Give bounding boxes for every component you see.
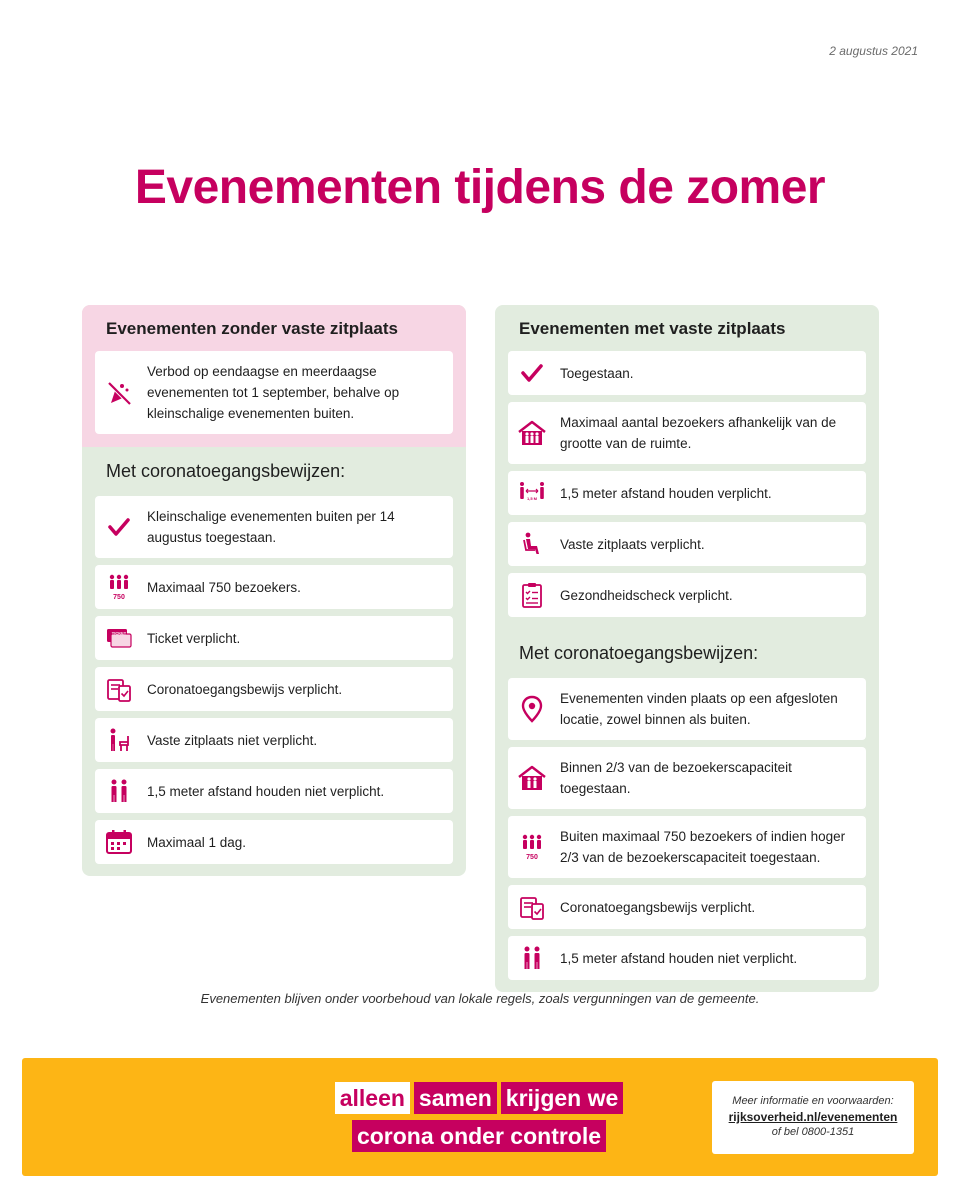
slogan-word: corona onder controle — [352, 1120, 606, 1152]
location-pin-icon — [518, 695, 546, 723]
rule-text: Coronatoegangsbewijs verplicht. — [560, 899, 756, 915]
crowd-count-label: 750 — [526, 854, 538, 861]
rule-text: Binnen 2/3 van de bezoekerscapaciteit toegestaan. — [560, 760, 792, 796]
rule-text: 1,5 meter afstand houden niet verplicht. — [560, 950, 798, 966]
date-label: 2 augustus 2021 — [829, 44, 918, 58]
rule-text: Coronatoegangsbewijs verplicht. — [147, 681, 343, 697]
section-subheading: Met coronatoegangsbewijzen: — [106, 461, 346, 481]
rule-card — [95, 820, 453, 864]
ban-section — [82, 305, 466, 447]
rule-card — [95, 616, 453, 660]
rule-text: Vaste zitplaats niet verplicht. — [147, 732, 318, 748]
rule-card — [95, 565, 453, 609]
rule-card — [508, 522, 866, 566]
access-pass-section — [82, 447, 466, 876]
info-box — [712, 1081, 914, 1154]
ticket-icon — [105, 624, 133, 652]
panel-without-fixed-seating — [82, 305, 466, 876]
rule-card — [508, 885, 866, 929]
rule-text: Buiten maximaal 750 bezoekers of indien hoger 2/3 van de bezoekerscapaciteit toegestaan. — [560, 829, 846, 865]
info-link[interactable]: rijksoverheid.nl/evenementen — [728, 1110, 898, 1124]
rule-card — [508, 471, 866, 515]
rule-text: Vaste zitplaats verplicht. — [560, 536, 705, 552]
rule-text: Maximaal 1 dag. — [147, 834, 247, 850]
rule-card — [508, 678, 866, 740]
rule-text: Kleinschalige evenementen buiten per 14 augustus toegestaan. — [147, 509, 395, 545]
distance-icon — [518, 479, 546, 507]
rule-text: 1,5 meter afstand houden niet verplicht. — [147, 783, 385, 799]
standing-person-icon — [105, 726, 133, 754]
rule-text: Gezondheidscheck verplicht. — [560, 587, 733, 603]
page-title: Evenementen tijdens de zomer — [134, 161, 826, 214]
checkmark-icon — [105, 513, 133, 541]
slogan-word: krijgen we — [501, 1082, 623, 1114]
rule-card — [508, 816, 866, 878]
rule-card — [95, 667, 453, 711]
rule-card — [508, 936, 866, 980]
ban-text: Verbod op eendaagse en meerdaagse evenementen tot 1 september, behalve op kleinschalige evenementen buiten. — [147, 364, 400, 421]
access-pass-icon — [518, 893, 546, 921]
crowd-count-label: 750 — [113, 594, 125, 601]
info-phone: of bel 0800-1351 — [771, 1126, 855, 1138]
rule-text: Maximaal 750 bezoekers. — [147, 579, 301, 595]
rule-text: 1,5 meter afstand houden verplicht. — [560, 485, 772, 501]
rule-card — [508, 747, 866, 809]
disclaimer-note: Evenementen blijven onder voorbehoud van lokale regels, zoals vergunningen van de gemeente. — [200, 991, 760, 1006]
checkmark-icon — [518, 359, 546, 387]
slogan-word: samen — [414, 1082, 497, 1114]
rule-card — [95, 769, 453, 813]
two-people-icon — [105, 777, 133, 805]
house-people-icon — [518, 764, 546, 792]
footer-banner — [22, 1058, 938, 1176]
rule-text: Toegestaan. — [560, 365, 634, 381]
rule-card — [508, 573, 866, 617]
campaign-slogan — [334, 1082, 624, 1158]
info-label: Meer informatie en voorwaarden: — [732, 1095, 894, 1107]
rule-text: Maximaal aantal bezoekers afhankelijk van de grootte van de ruimte. — [560, 415, 837, 451]
access-pass-section — [495, 629, 879, 992]
rule-card — [508, 402, 866, 464]
rule-text: Ticket verplicht. — [147, 630, 241, 646]
panel-heading: Evenementen zonder vaste zitplaats — [106, 319, 398, 338]
rule-card — [95, 718, 453, 762]
access-pass-icon — [105, 675, 133, 703]
crowd-750-icon — [518, 833, 546, 861]
distance-label: 1,5 M — [526, 496, 538, 501]
ticket-label: TICKET — [111, 630, 127, 636]
section-subheading: Met coronatoegangsbewijzen: — [519, 643, 759, 663]
rule-card — [95, 496, 453, 558]
rule-text: Evenementen vinden plaats op een afgesloten locatie, zowel binnen als buiten. — [560, 691, 838, 727]
ban-card — [95, 351, 453, 434]
fixed-seating-section — [495, 305, 879, 629]
two-people-icon — [518, 944, 546, 972]
seated-person-icon — [518, 530, 546, 558]
panel-with-fixed-seating — [495, 305, 879, 992]
no-party-icon — [105, 379, 133, 407]
crowd-750-icon — [105, 573, 133, 601]
calendar-icon — [105, 828, 133, 856]
panel-heading: Evenementen met vaste zitplaats — [519, 319, 786, 338]
clipboard-check-icon — [518, 581, 546, 609]
rule-card — [508, 351, 866, 395]
house-people-icon — [518, 419, 546, 447]
slogan-word: alleen — [335, 1082, 410, 1114]
